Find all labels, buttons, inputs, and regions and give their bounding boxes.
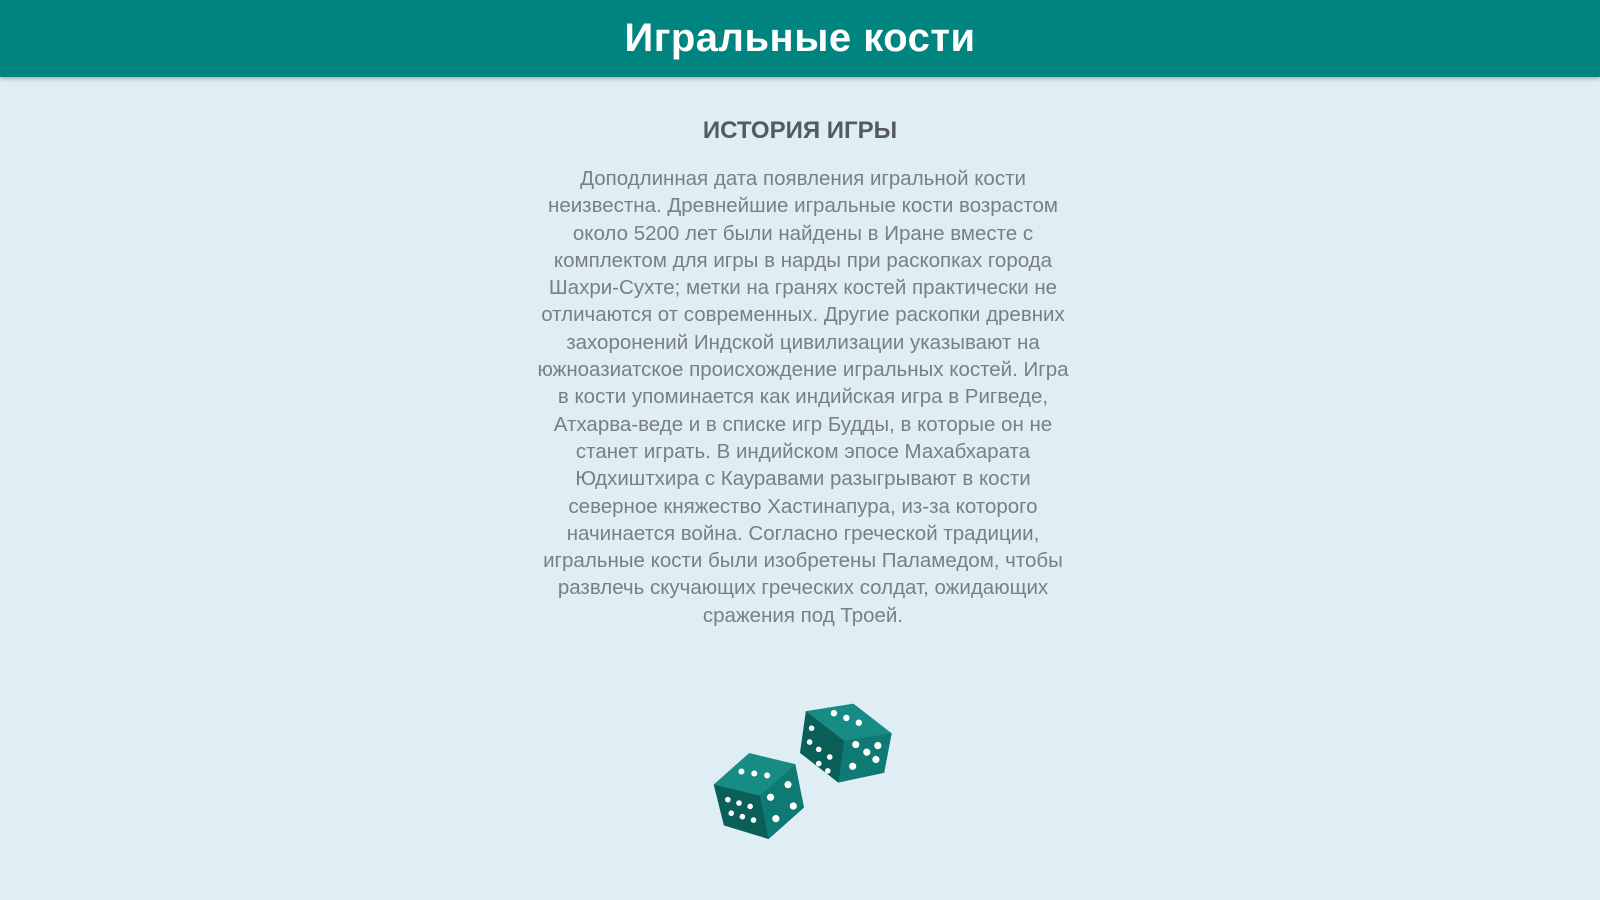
app-title: Игральные кости (624, 16, 976, 60)
content-area[interactable] (0, 77, 1600, 900)
app-bar (0, 0, 1600, 77)
section-heading: ИСТОРИЯ ИГРЫ (702, 117, 898, 144)
history-text: Доподлинная дата появления игральной кости неизвестна. Древнейшие игральные кости возрастом около 5200 лет были найдены в Иране вместе с комплектом для игры в нарды при раскопках города Шахри-Сухте; метки на гранях костей практически не отличаются от современных. Другие раскопки древних захоронений Индской цивилизации указывают на южноазиатское происхождение игральных костей. Игра в кости упоминается как индийская игра в Ригведе, Атхарва-веде и в списке игр Будды, в которые он не станет играть. В индийском эпосе Махабхарата Юдхиштхира с Кауравами разыгрывают в кости северное княжество Хастинапура, из-за которого начинается война. Согласно греческой традиции, игральные кости были изобретены Паламедом, чтобы развлечь скучающих греческих солдат, ожидающих сражения под Троей. (537, 167, 1069, 627)
die-back (797, 697, 895, 788)
dice-icon (710, 697, 900, 847)
die-front (710, 743, 811, 847)
